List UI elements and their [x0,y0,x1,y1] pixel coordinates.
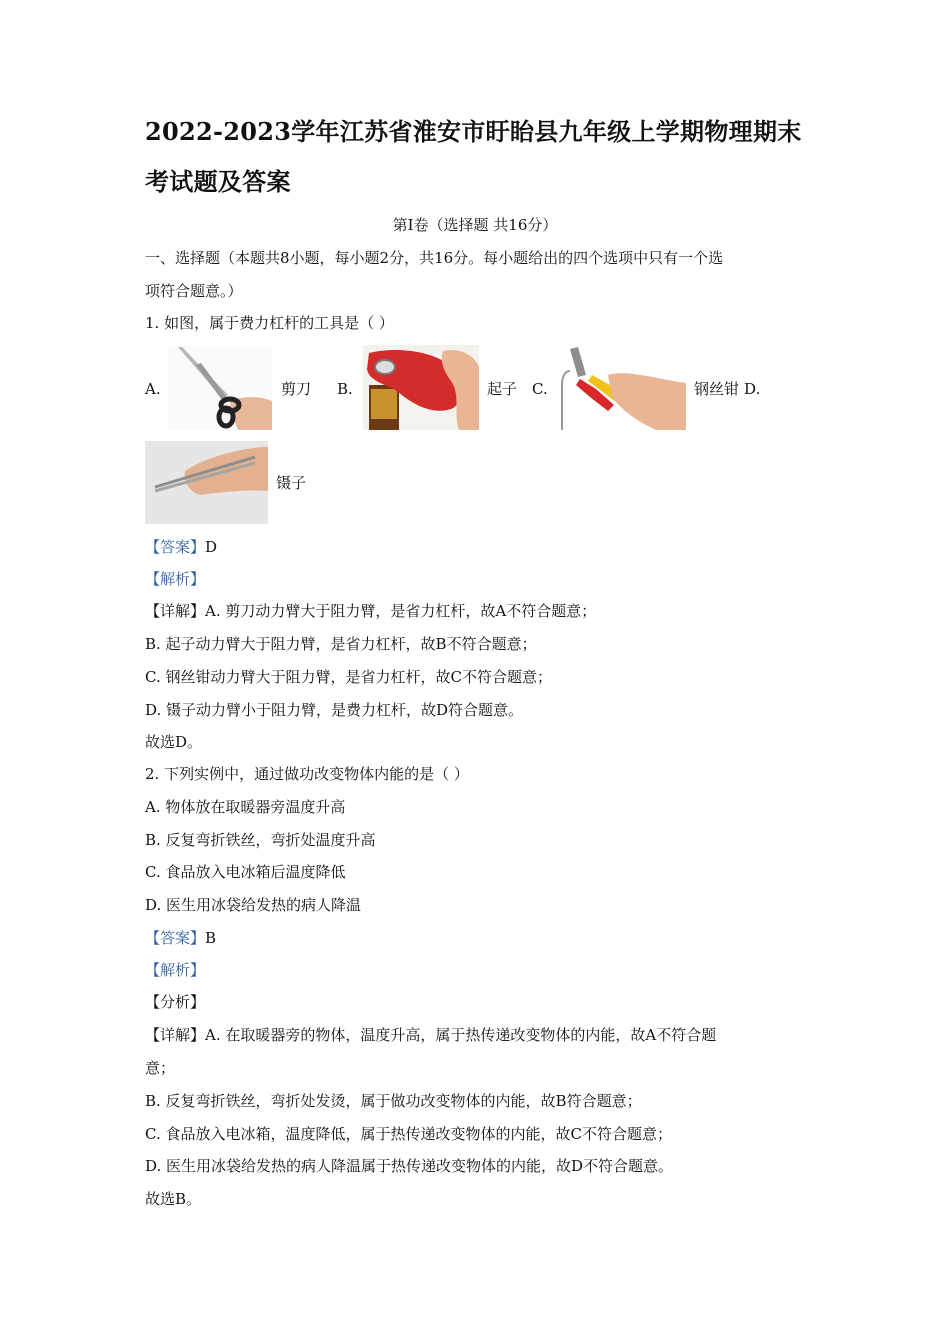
section-instructions-line-2: 项符合题意。） [145,282,243,300]
q1-stem: 1. 如图，属于费力杠杆的工具是（ ） [145,314,394,332]
q2-analysis-tag: 【解析】 [145,961,206,979]
q1-detail-line: D. 镊子动力臂小于阻力臂，是费力杠杆，故D符合题意。 [145,701,524,719]
volume-heading: 第Ⅰ卷（选择题 共16分） [392,216,558,234]
q1-detail-line: C. 钢丝钳动力臂大于阻力臂，是省力杠杆，故C不符合题意； [145,668,552,686]
q1-option-d-letter: D. [744,380,761,398]
q2-detail-line: B. 反复弯折铁丝，弯折处发烫，属于做功改变物体的内能，故B符合题意； [145,1092,642,1110]
q2-option: D. 医生用冰袋给发热的病人降温 [145,896,362,914]
q2-stem: 2. 下列实例中，通过做功改变物体内能的是（ ） [145,765,469,783]
pliers-image [556,345,686,430]
q2-detail-line: 【详解】A. 在取暖器旁的物体，温度升高，属于热传递改变物体的内能，故A不符合题 [145,1026,717,1044]
q1-detail-line: 故选D。 [145,733,203,751]
answer-tag: 【答案】 [145,929,206,947]
q2-analysis-label: 【分析】 [145,993,206,1011]
scissors-image [168,345,272,430]
answer-value: D [205,538,218,556]
answer-value: B [205,929,217,947]
q1-option-a-label: 剪刀 [281,380,312,398]
q1-option-a-letter: A. [145,380,161,398]
document-title-line-1: 2022-2023学年江苏省淮安市盱眙县九年级上学期物理期末 [145,117,802,146]
q2-detail-line: 故选B。 [145,1190,202,1208]
answer-tag: 【答案】 [145,538,206,556]
q2-option: A. 物体放在取暖器旁温度升高 [145,798,346,816]
q1-option-c-letter: C. [532,380,548,398]
q2-option: C. 食品放入电冰箱后温度降低 [145,863,346,881]
tweezers-image [145,441,268,524]
section-instructions-line-1: 一、选择题（本题共8小题，每小题2分，共16分。每小题给出的四个选项中只有一个选 [145,249,724,267]
q1-option-d-label: 镊子 [276,474,307,492]
q2-detail-line: D. 医生用冰袋给发热的病人降温属于热传递改变物体的内能，故D不符合题意。 [145,1157,674,1175]
q2-detail-line: C. 食品放入电冰箱，温度降低，属于热传递改变物体的内能，故C不符合题意； [145,1125,672,1143]
bottle-opener-image [363,345,479,430]
q2-option: B. 反复弯折铁丝，弯折处温度升高 [145,831,376,849]
q1-answer [145,537,217,557]
q1-detail-line: 【详解】A. 剪刀动力臂大于阻力臂，是省力杠杆，故A不符合题意； [145,602,597,620]
q1-option-c-label: 钢丝钳 [694,380,740,398]
q1-detail-line: B. 起子动力臂大于阻力臂，是省力杠杆，故B不符合题意； [145,635,537,653]
q1-option-b-letter: B. [337,380,353,398]
q1-option-b-label: 起子 [487,380,518,398]
q2-answer [145,928,216,948]
document-title-line-2: 考试题及答案 [145,167,291,196]
q1-analysis-tag: 【解析】 [145,570,206,588]
q2-detail-line: 意； [145,1059,176,1077]
